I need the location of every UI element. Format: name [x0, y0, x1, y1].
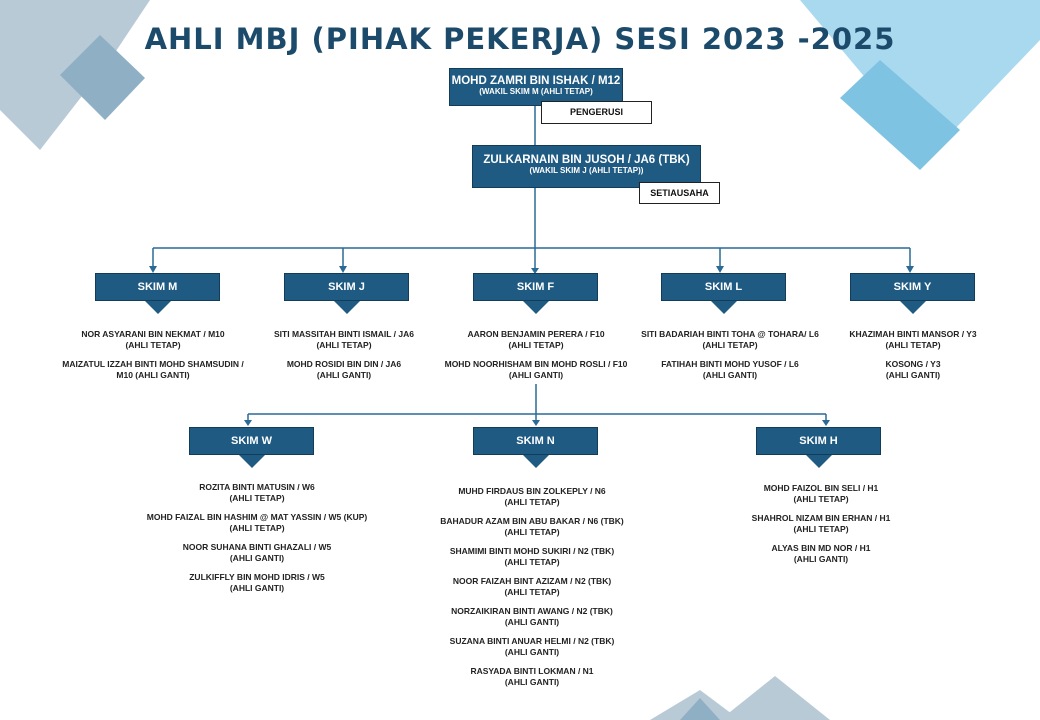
member [630, 359, 830, 381]
scheme-h [756, 427, 881, 455]
member-tag: (AHLI GANTI) [702, 370, 758, 380]
member-tag: (AHLI GANTI) [885, 370, 941, 380]
scheme-y-label: SKIM Y [893, 281, 932, 293]
secretary-name: ZULKARNAIN BIN JUSOH / JA6 (TBK) [483, 154, 690, 166]
member [132, 482, 382, 504]
scheme-l-members [630, 329, 830, 389]
scheme-y-members [840, 329, 986, 389]
scheme-f-label: SKIM F [516, 281, 555, 293]
member-name: NOR ASYARANI BIN NEKMAT / M10 [81, 329, 225, 339]
chairman-sub: (WAKIL SKIM M (AHLI TETAP) [479, 87, 593, 96]
member [630, 329, 830, 351]
member-tag: (AHLI GANTI) [229, 583, 285, 593]
member [53, 329, 253, 351]
scheme-j-label: SKIM J [328, 281, 365, 293]
member [422, 486, 642, 508]
member-tag: (AHLI GANTI) [504, 647, 560, 657]
scheme-w-label: SKIM W [231, 435, 272, 447]
member [436, 359, 636, 381]
member-tag: (AHLI GANTI) [504, 677, 560, 687]
scheme-f-arrow [523, 301, 549, 314]
member-name: ROZITA BINTI MATUSIN / W6 [199, 482, 315, 492]
member-tag: M10 (AHLI GANTI) [116, 370, 190, 380]
member [132, 512, 382, 534]
member-tag: (AHLI TETAP) [793, 494, 849, 504]
member-tag: (AHLI TETAP) [504, 587, 560, 597]
member-name: ALYAS BIN MD NOR / H1 [771, 543, 871, 553]
member-name: AARON BENJAMIN PERERA / F10 [467, 329, 605, 339]
member [436, 329, 636, 351]
scheme-y-arrow [900, 301, 926, 314]
scheme-w [189, 427, 314, 455]
scheme-m-arrow [145, 301, 171, 314]
member [422, 546, 642, 568]
secretary-sub: (WAKIL SKIM J (AHLI TETAP)) [529, 166, 644, 175]
member [254, 329, 434, 351]
scheme-j-arrow [334, 301, 360, 314]
member [422, 606, 642, 628]
member-name: MOHD FAIZAL BIN HASHIM @ MAT YASSIN / W5 (KUP) [146, 512, 368, 522]
scheme-n-label: SKIM N [516, 435, 555, 447]
member [736, 513, 906, 535]
member-name: ZULKIFFLY BIN MOHD IDRIS / W5 [189, 572, 325, 582]
member [840, 329, 986, 351]
scheme-m-members [53, 329, 253, 389]
member [422, 516, 642, 538]
member-name: MUHD FIRDAUS BIN ZOLKEPLY / N6 [458, 486, 606, 496]
page-title: AHLI MBJ (PIHAK PEKERJA) SESI 2023 -2025 [144, 22, 896, 56]
member-name: NOOR FAIZAH BINT AZIZAM / N2 (TBK) [452, 576, 612, 586]
scheme-n [473, 427, 598, 455]
scheme-m [95, 273, 220, 301]
member-tag: (AHLI GANTI) [793, 554, 849, 564]
scheme-j [284, 273, 409, 301]
member-name: SITI BADARIAH BINTI TOHA @ TOHARA/ L6 [641, 329, 819, 339]
member-name: FATIHAH BINTI MOHD YUSOF / L6 [661, 359, 799, 369]
member-tag: (AHLI GANTI) [229, 553, 285, 563]
member-name: MOHD NOORHISHAM BIN MOHD ROSLI / F10 [444, 359, 628, 369]
member-name: SUZANA BINTI ANUAR HELMI / N2 (TBK) [449, 636, 615, 646]
member-name: MOHD ROSIDI BIN DIN / JA6 [286, 359, 402, 369]
member-name: KOSONG / Y3 [885, 359, 941, 369]
scheme-w-arrow [239, 455, 265, 468]
scheme-h-label: SKIM H [799, 435, 838, 447]
member-name: MOHD FAIZOL BIN SELI / H1 [763, 483, 879, 493]
member-tag: (AHLI TETAP) [508, 340, 564, 350]
member-tag: (AHLI TETAP) [885, 340, 941, 350]
member-tag: (AHLI TETAP) [125, 340, 181, 350]
member-tag: (AHLI TETAP) [229, 523, 285, 533]
member-name: SHAMIMI BINTI MOHD SUKIRI / N2 (TBK) [449, 546, 615, 556]
member [254, 359, 434, 381]
member-tag: (AHLI TETAP) [702, 340, 758, 350]
member [840, 359, 986, 381]
member [422, 636, 642, 658]
scheme-l-arrow [711, 301, 737, 314]
member [736, 483, 906, 505]
scheme-m-label: SKIM M [137, 281, 178, 293]
member [422, 666, 642, 688]
scheme-y [850, 273, 975, 301]
member-tag: (AHLI TETAP) [793, 524, 849, 534]
scheme-l [661, 273, 786, 301]
secretary-role: SETIAUSAHA [639, 182, 720, 204]
member-name: KHAZIMAH BINTI MANSOR / Y3 [849, 329, 977, 339]
scheme-w-members [132, 482, 382, 602]
member-name: SHAHROL NIZAM BIN ERHAN / H1 [751, 513, 891, 523]
member-tag: (AHLI GANTI) [508, 370, 564, 380]
member-tag: (AHLI TETAP) [504, 527, 560, 537]
member-name: NOOR SUHANA BINTI GHAZALI / W5 [182, 542, 332, 552]
member [736, 543, 906, 565]
chairman-name: MOHD ZAMRI BIN ISHAK / M12 [451, 75, 621, 87]
member-name: BAHADUR AZAM BIN ABU BAKAR / N6 (TBK) [440, 516, 624, 526]
member-tag: (AHLI TETAP) [504, 497, 560, 507]
member [422, 576, 642, 598]
member-tag: (AHLI TETAP) [316, 340, 372, 350]
member [132, 572, 382, 594]
scheme-h-arrow [806, 455, 832, 468]
scheme-h-members [736, 483, 906, 573]
chairman-role: PENGERUSI [541, 101, 652, 124]
member-name: NORZAIKIRAN BINTI AWANG / N2 (TBK) [451, 606, 613, 616]
member-tag: (AHLI TETAP) [504, 557, 560, 567]
scheme-f [473, 273, 598, 301]
member [53, 359, 253, 381]
member [132, 542, 382, 564]
member-tag: (AHLI TETAP) [229, 493, 285, 503]
scheme-j-members [254, 329, 434, 389]
member-name: MAIZATUL IZZAH BINTI MOHD SHAMSUDIN / [62, 359, 244, 369]
member-name: RASYADA BINTI LOKMAN / N1 [470, 666, 594, 676]
member-name: SITI MASSITAH BINTI ISMAIL / JA6 [274, 329, 414, 339]
scheme-n-members [422, 486, 642, 696]
member-tag: (AHLI GANTI) [504, 617, 560, 627]
scheme-l-label: SKIM L [704, 281, 743, 293]
member-tag: (AHLI GANTI) [316, 370, 372, 380]
scheme-n-arrow [523, 455, 549, 468]
scheme-f-members [436, 329, 636, 389]
